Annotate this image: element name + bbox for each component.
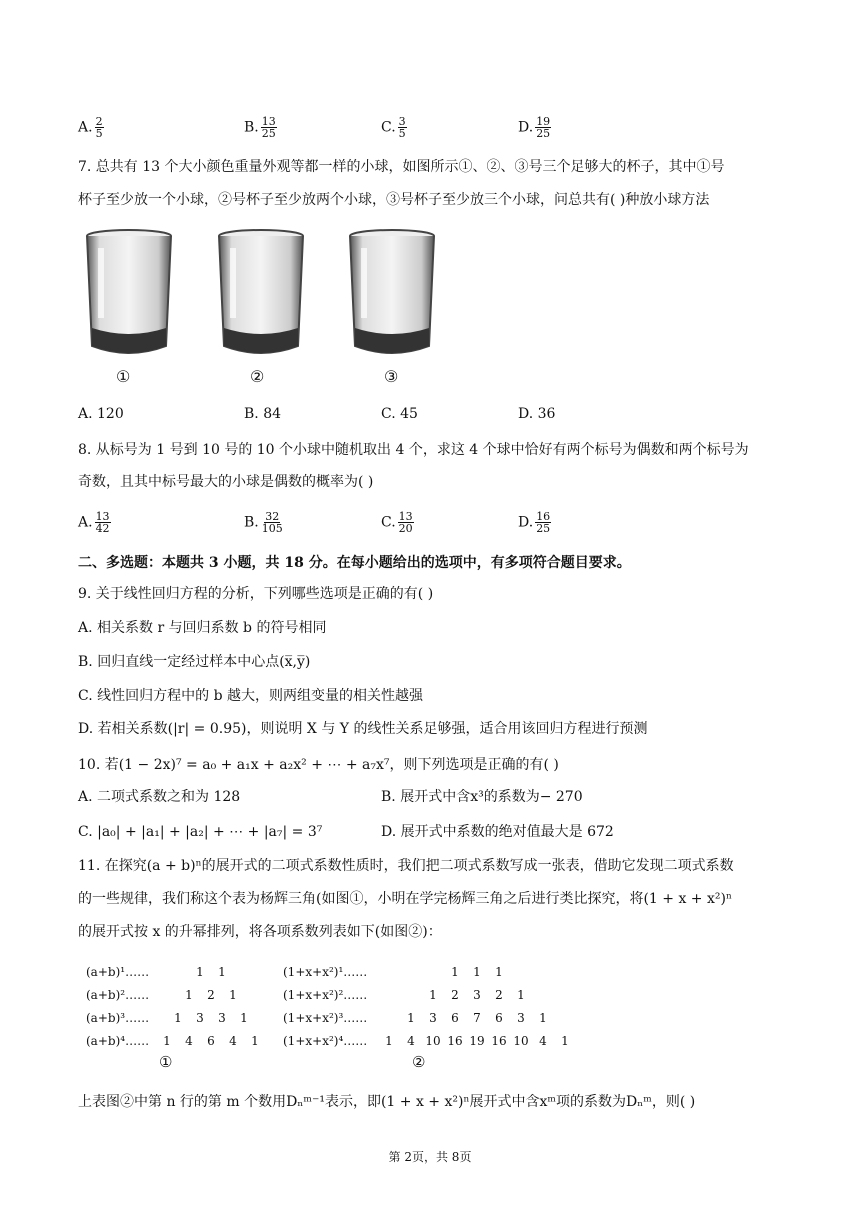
table-right-row-2-label: (1+x+x²)²…… <box>283 988 368 1002</box>
table-left-row-3-label: (a+b)³…… <box>86 1011 150 1025</box>
q6-option-a: A. $\frac{2}{5}$ <box>78 115 103 140</box>
q11-stem-line2: 的一些规律，我们称这个表为杨辉三角(如图①，小明在学完杨辉三角之后进行类比探究，将(1 + x + x²)ⁿ <box>78 891 733 907</box>
q8-option-b: B. $\frac{32}{105}$ <box>244 510 283 535</box>
table-left-cell: 1 <box>229 988 237 1002</box>
table-left-cell: 1 <box>251 1034 259 1048</box>
table-left-cell: 1 <box>185 988 193 1002</box>
table-right-row-1-label: (1+x+x²)¹…… <box>283 965 368 979</box>
table-left-cell: 1 <box>196 965 204 979</box>
q11-stem-line3: 的展开式按 x 的升幂排列，将各项系数列表如下(如图②)： <box>78 924 442 940</box>
table-right-cell: 1 <box>517 988 525 1002</box>
q6-option-b: B. $\frac{13}{25}$ <box>244 115 276 140</box>
q9-option-d: D. 若相关系数(|r| = 0.95)，则说明 X 与 Y 的线性关系足够强，适合用该回归方程进行预测 <box>78 721 648 737</box>
q10-option-c: C. |a₀| + |a₁| + |a₂| + ⋯ + |a₇| = 3⁷ <box>78 824 323 840</box>
cup-1-label: ① <box>116 367 131 386</box>
q10-option-d: D. 展开式中系数的绝对值最大是 672 <box>381 824 614 840</box>
q7-option-c: C. 45 <box>381 406 418 422</box>
table-right-cell: 1 <box>407 1011 415 1025</box>
q8-stem-line2: 奇数，且其中标号最大的小球是偶数的概率为( ) <box>78 474 374 490</box>
table-right-cell: 4 <box>407 1034 415 1048</box>
cup-1-image <box>84 228 174 368</box>
table-right-row-4-label: (1+x+x²)⁴…… <box>283 1034 368 1048</box>
table-right-cell: 16 <box>491 1034 507 1048</box>
table-left-cell: 3 <box>196 1011 204 1025</box>
q10-stem: 10. 若(1 − 2x)⁷ = a₀ + a₁x + a₂x² + ⋯ + a₇x⁷，则下列选项是正确的有( ) <box>78 757 559 773</box>
q6-option-d: D. $\frac{19}{25}$ <box>518 115 551 140</box>
q8-option-c: C. $\frac{13}{20}$ <box>381 510 413 535</box>
table-right-cell: 3 <box>429 1011 437 1025</box>
table-left-caption: ① <box>159 1053 173 1071</box>
table-right-cell: 1 <box>451 965 459 979</box>
q10-option-a: A. 二项式系数之和为 128 <box>78 789 241 805</box>
q7-option-d: D. 36 <box>518 406 556 422</box>
table-left-cell: 6 <box>207 1034 215 1048</box>
q10-option-b: B. 展开式中含x³的系数为− 270 <box>381 789 583 805</box>
table-right-cell: 1 <box>561 1034 569 1048</box>
cup-2-label: ② <box>250 367 265 386</box>
q11-stem-line1: 11. 在探究(a + b)ⁿ的展开式的二项式系数性质时，我们把二项式系数写成一张表，借助它发现二项式系数 <box>78 858 734 874</box>
table-left-row-4-label: (a+b)⁴…… <box>86 1034 150 1048</box>
cup-3-image <box>347 228 437 368</box>
table-right-cell: 1 <box>495 965 503 979</box>
table-right-cell: 1 <box>385 1034 393 1048</box>
q9-option-c: C. 线性回归方程中的 b 越大，则两组变量的相关性越强 <box>78 688 423 704</box>
q9-stem: 9. 关于线性回归方程的分析，下列哪些选项是正确的有( ) <box>78 586 434 602</box>
table-left-cell: 1 <box>240 1011 248 1025</box>
table-left-cell: 4 <box>185 1034 193 1048</box>
table-left-cell: 1 <box>218 965 226 979</box>
table-left-cell: 2 <box>207 988 215 1002</box>
page-footer: 第 2页，共 8页 <box>388 1150 472 1164</box>
table-right-cell: 2 <box>495 988 503 1002</box>
q8-stem-line1: 8. 从标号为 1 号到 10 号的 10 个小球中随机取出 4 个，求这 4 个球中恰好有两个标号为偶数和两个标号为 <box>78 442 749 458</box>
table-right-caption: ② <box>412 1053 426 1071</box>
q6-option-c: C. $\frac{3}{5}$ <box>381 115 406 140</box>
table-left-cell: 1 <box>163 1034 171 1048</box>
table-right-cell: 4 <box>539 1034 547 1048</box>
table-right-cell: 1 <box>429 988 437 1002</box>
table-right-cell: 6 <box>451 1011 459 1025</box>
table-left-cell: 1 <box>174 1011 182 1025</box>
table-right-cell: 7 <box>473 1011 481 1025</box>
q8-option-a: A. $\frac{13}{42}$ <box>78 510 110 535</box>
q11-last-line: 上表图②中第 n 行的第 m 个数用Dₙᵐ⁻¹表示，即(1 + x + x²)ⁿ展开式中含xᵐ项的系数为Dₙᵐ，则( ) <box>78 1094 696 1110</box>
table-right-cell: 1 <box>539 1011 547 1025</box>
table-right-cell: 2 <box>451 988 459 1002</box>
q7-option-b: B. 84 <box>244 406 282 422</box>
pascal-triangle-table <box>86 965 276 1075</box>
q7-stem-line1: 7. 总共有 13 个大小颜色重量外观等都一样的小球，如图所示①、②、③号三个足够大的杯子，其中①号 <box>78 159 725 175</box>
table-right-cell: 3 <box>473 988 481 1002</box>
table-left-cell: 3 <box>218 1011 226 1025</box>
q7-stem-line2: 杯子至少放一个小球，②号杯子至少放两个小球，③号杯子至少放三个小球，问总共有( )种放小球方法 <box>78 192 710 208</box>
q7-option-a: A. 120 <box>78 406 124 422</box>
table-right-cell: 10 <box>425 1034 441 1048</box>
table-right-cell: 1 <box>473 965 481 979</box>
table-right-row-3-label: (1+x+x²)³…… <box>283 1011 368 1025</box>
section-heading: 二、多选题：本题共 3 小题，共 18 分。在每小题给出的选项中，有多项符合题目要求。 <box>78 555 631 571</box>
table-left-row-1-label: (a+b)¹…… <box>86 965 150 979</box>
table-right-cell: 10 <box>513 1034 529 1048</box>
q9-option-a: A. 相关系数 r 与回归系数 b 的符号相同 <box>78 620 327 636</box>
q8-option-d: D. $\frac{16}{25}$ <box>518 510 551 535</box>
table-right-cell: 16 <box>447 1034 463 1048</box>
cup-2-image <box>216 228 306 368</box>
table-right-cell: 3 <box>517 1011 525 1025</box>
table-right-cell: 6 <box>495 1011 503 1025</box>
cup-3-label: ③ <box>384 367 399 386</box>
table-left-row-2-label: (a+b)²…… <box>86 988 150 1002</box>
q9-option-b: B. 回归直线一定经过样本中心点(x̅,y̅) <box>78 654 311 670</box>
trinomial-triangle-table <box>283 965 573 1075</box>
table-left-cell: 4 <box>229 1034 237 1048</box>
table-right-cell: 19 <box>469 1034 485 1048</box>
